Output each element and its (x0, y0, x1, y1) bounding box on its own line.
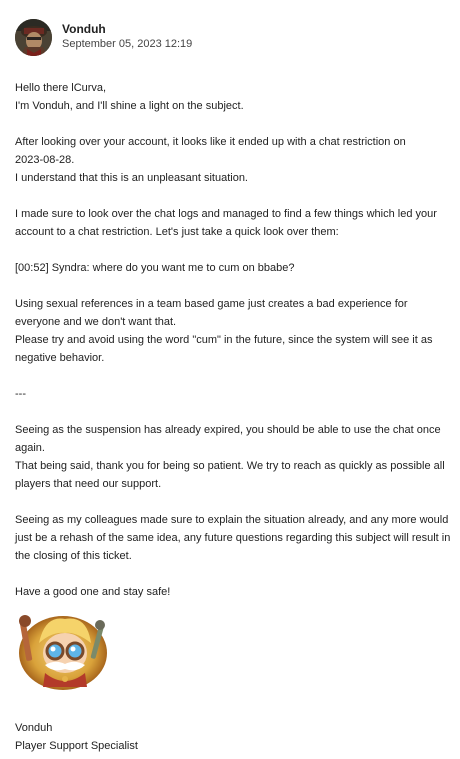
paragraph (15, 295, 455, 367)
text-line: players that need our support. (15, 478, 162, 490)
text-line: negative behavior. (15, 352, 105, 364)
paragraph (15, 133, 455, 187)
text-line: Seeing as my colleagues made sure to explain the situation already, and any more would (15, 514, 449, 526)
author-name[interactable]: Vonduh (62, 21, 106, 36)
post-date: September 05, 2023 12:19 (62, 37, 193, 50)
paragraph (15, 205, 455, 241)
text-line: Seeing as the suspension has already expired, you should be able to use the chat once (15, 424, 441, 436)
author-meta (62, 22, 192, 51)
text-line: 2023-08-28. (15, 154, 75, 166)
heimerdinger-signature-icon (15, 609, 115, 691)
text-line: I understand that this is an unpleasant situation. (15, 172, 248, 184)
chat-log-line: [00:52] Syndra: where do you want me to cum on bbabe? (15, 262, 295, 274)
message-body (15, 79, 455, 755)
text-line: again. (15, 442, 45, 454)
text-line: After looking over your account, it looks like it ended up with a chat restriction on (15, 136, 406, 148)
signature-title: Player Support Specialist (15, 740, 138, 752)
text-line: account to a chat restriction. Let's just take a quick look over them: (15, 226, 339, 238)
text-line: everyone and we don't want that. (15, 316, 177, 328)
text-line: Please try and avoid using the word "cum" in the future, since the system will see it as (15, 334, 433, 346)
text-line: I'm Vonduh, and I'll shine a light on the subject. (15, 100, 244, 112)
text-line: That being said, thank you for being so patient. We try to reach as quickly as possible all (15, 460, 445, 472)
paragraph (15, 79, 455, 115)
paragraph (15, 385, 455, 403)
separator-text: --- (15, 388, 26, 400)
text-line: I made sure to look over the chat logs and managed to find a few things which led your (15, 208, 437, 220)
text-line: Using sexual references in a team based game just creates a bad experience for (15, 298, 408, 310)
text-line: the closing of this ticket. (15, 550, 132, 562)
text-line: Have a good one and stay safe! (15, 586, 171, 598)
paragraph (15, 259, 455, 277)
text-line: Hello there lCurva, (15, 82, 107, 94)
author-avatar[interactable] (15, 19, 52, 56)
paragraph (15, 511, 455, 565)
text-line: just be a rehash of the same idea, any future questions regarding this subject will result in (15, 532, 451, 544)
paragraph (15, 583, 455, 601)
paragraph (15, 421, 455, 493)
signature-name: Vonduh (15, 722, 53, 734)
message-header (15, 18, 192, 56)
